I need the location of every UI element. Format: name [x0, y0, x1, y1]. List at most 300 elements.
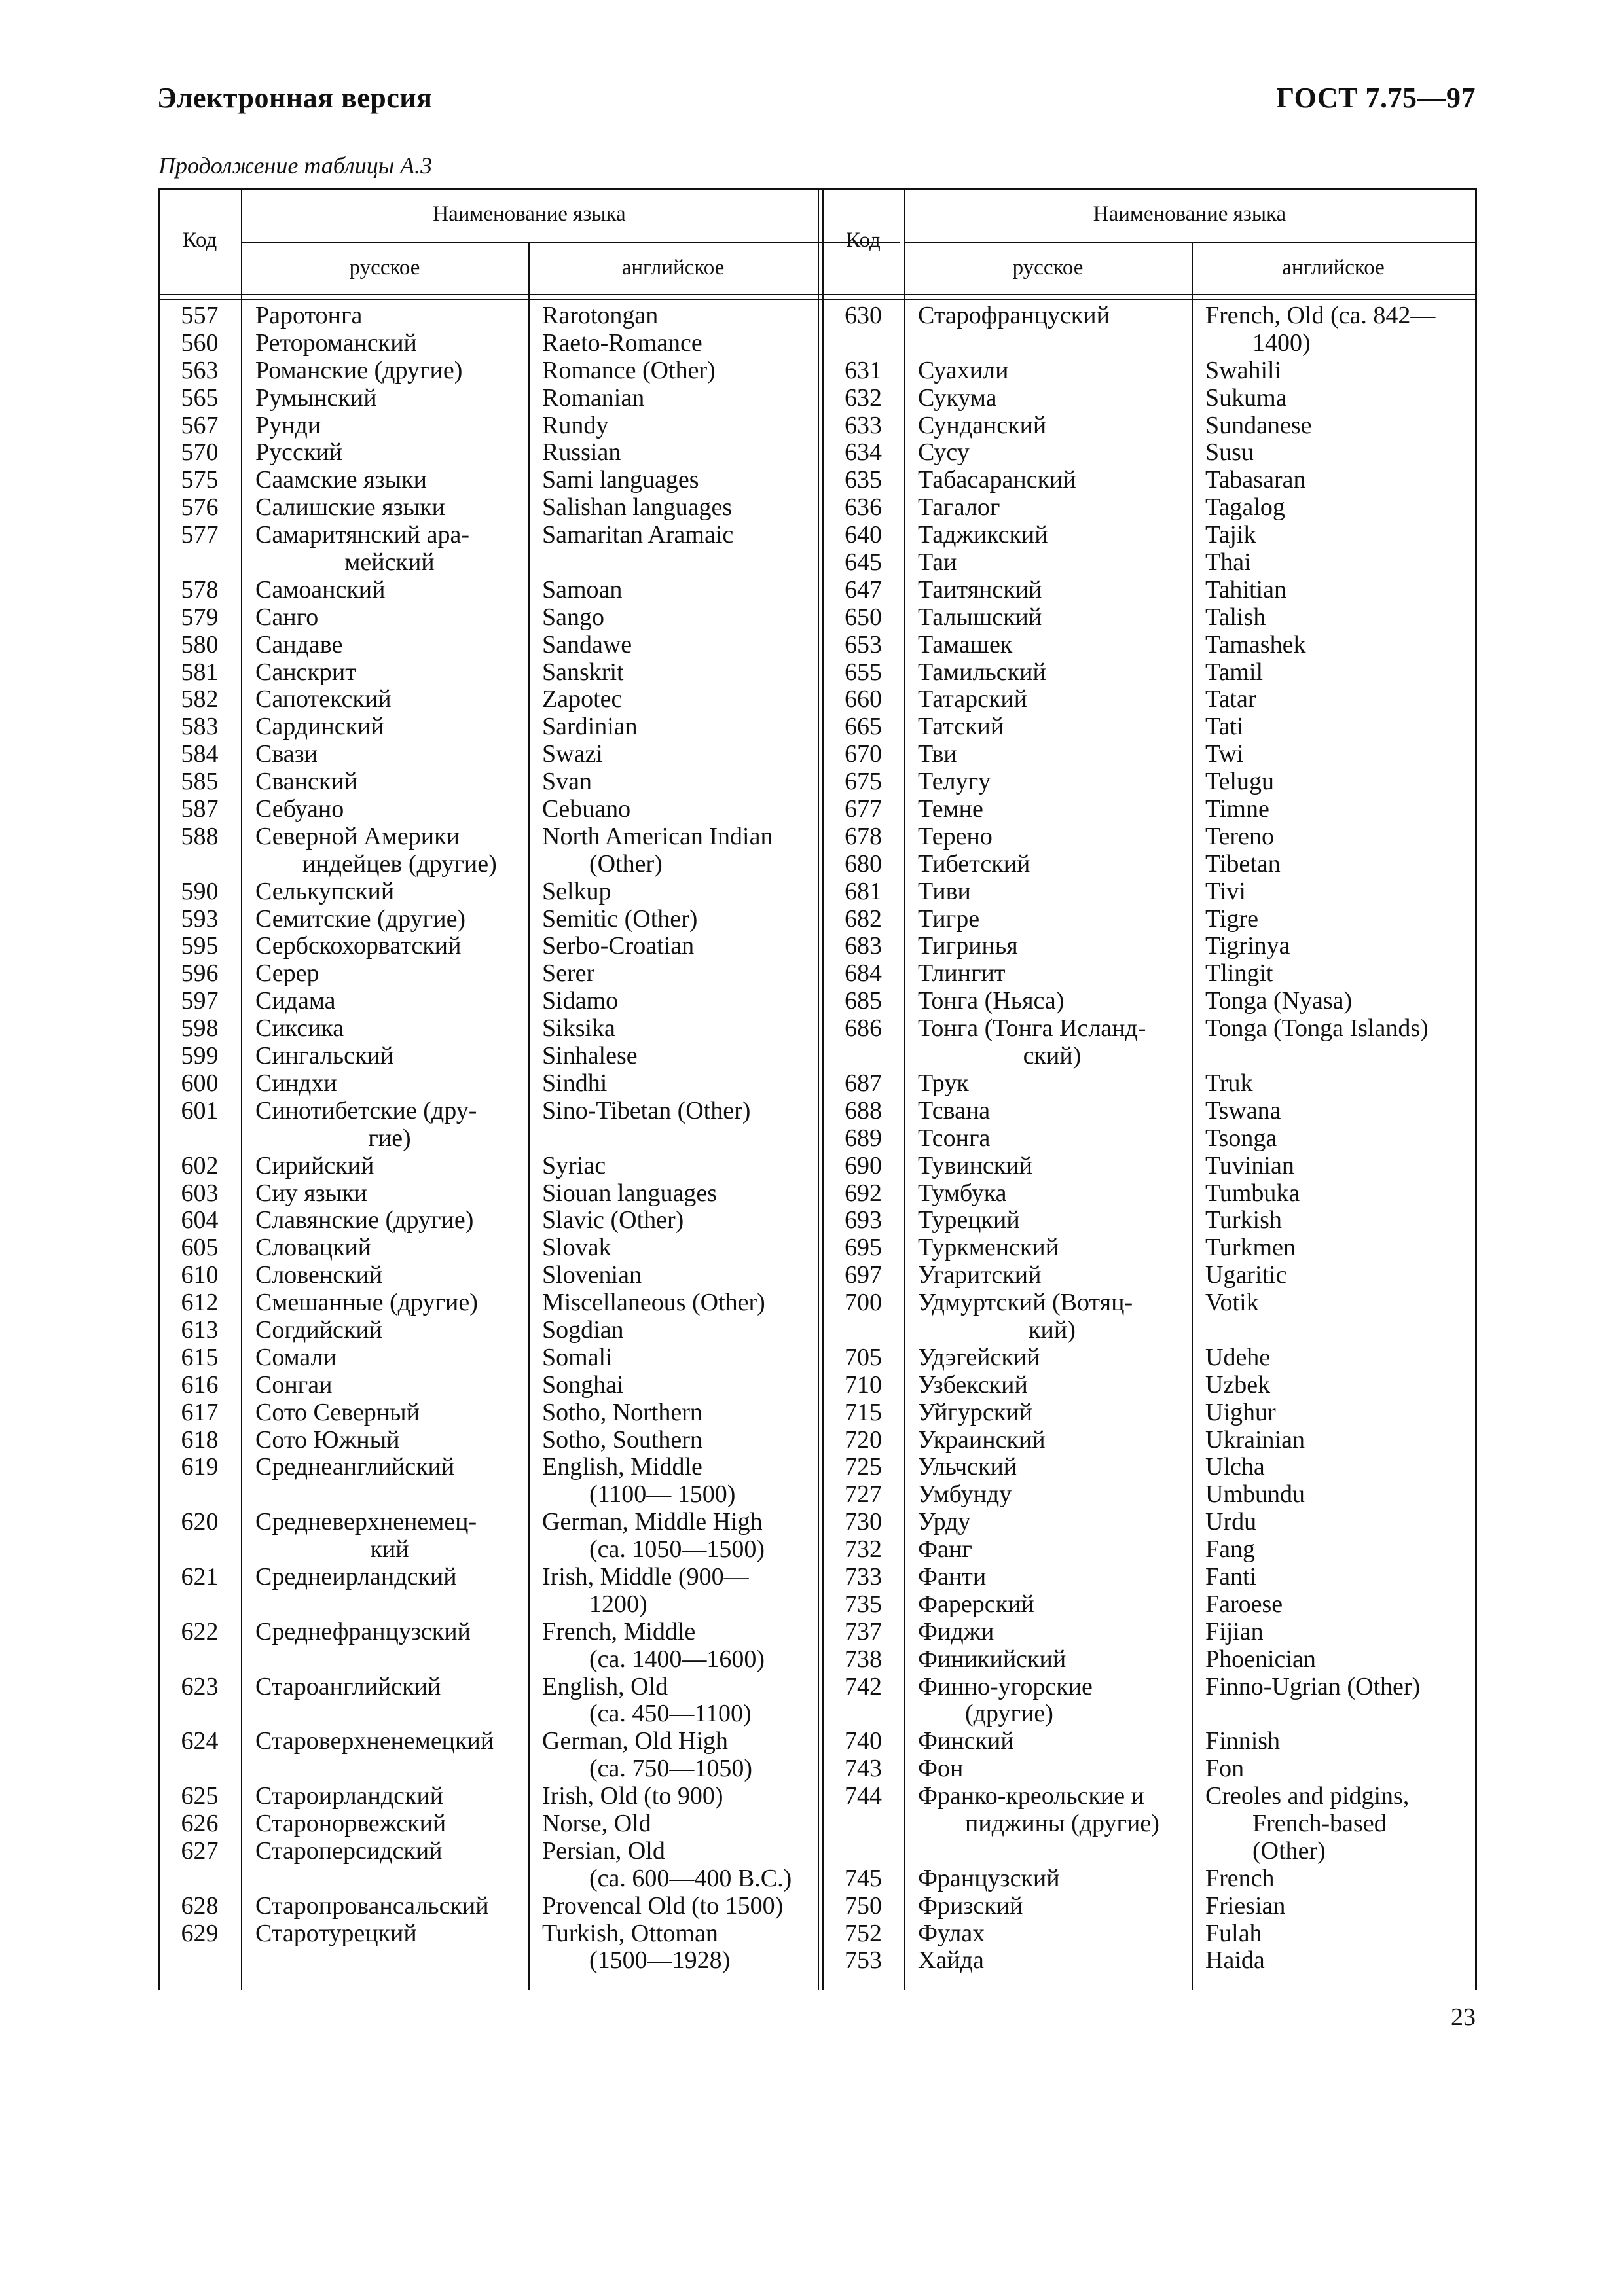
table-cell-english-name: Sango — [542, 603, 604, 631]
table-cell-russian-name: Тви — [918, 740, 957, 768]
table-cell-code: 681 — [845, 877, 882, 905]
table-cell-code: 653 — [845, 630, 882, 658]
table-cell-code: 599 — [181, 1042, 219, 1070]
table-cell-russian-name: Раротонга — [255, 302, 363, 329]
table-cell-english-name: (ca. 1050—1500) — [589, 1535, 765, 1564]
table-cell-russian-name: Словацкий — [255, 1234, 372, 1262]
table-cell-russian-name: Французский — [918, 1864, 1060, 1892]
table-cell-code — [158, 1755, 241, 1783]
table-cell-english-name: Somali — [542, 1343, 613, 1371]
table-cell-english-name: (Other) — [1252, 1837, 1326, 1865]
table-cell-english-name: Irish, Old (to 900) — [542, 1782, 723, 1810]
table-cell-english-name: Raeto-Romance — [542, 329, 702, 357]
table-cell-english-name: Sinhalese — [542, 1042, 638, 1070]
table-cell-code: 685 — [845, 987, 882, 1015]
table-cell-english-name: Persian, Old — [542, 1837, 665, 1865]
table-cell-code — [822, 1317, 904, 1344]
table-cell-english-name: English, Old — [542, 1672, 668, 1700]
table-cell-english-name: Slovak — [542, 1234, 611, 1262]
table-cell-english-name: Serer — [542, 960, 595, 988]
table-cell-english-name: Tuvinian — [1205, 1151, 1294, 1179]
table-cell-english-name: Ugaritic — [1205, 1261, 1287, 1289]
table-cell-code: 624 — [181, 1727, 219, 1755]
table-cell-code: 678 — [845, 822, 882, 850]
table-cell-russian-name: Удэгейский — [918, 1343, 1040, 1371]
table-cell-russian-name: Самаритянский ара- — [255, 521, 470, 549]
table-cell-code: 630 — [845, 302, 882, 329]
table-cell-english-name — [1205, 1317, 1475, 1344]
table-cell-code: 710 — [845, 1371, 882, 1399]
table-cell-russian-name: Сардинский — [255, 713, 384, 741]
table-cell-russian-name: кий) — [1029, 1316, 1076, 1344]
table-cell-english-name: Ukrainian — [1205, 1426, 1305, 1454]
table-cell-code: 690 — [845, 1151, 882, 1179]
table-cell-code: 655 — [845, 658, 882, 686]
table-cell-english-name: Miscellaneous (Other) — [542, 1289, 765, 1317]
table-cell-english-name: English, Middle — [542, 1453, 702, 1481]
table-cell-english-name: Fanti — [1205, 1562, 1257, 1590]
table-cell-russian-name: Украинский — [918, 1426, 1046, 1454]
table-cell-english-name: Romanian — [542, 384, 645, 412]
header-russian-right: русское — [1012, 256, 1084, 279]
table-cell-english-name: (Other) — [589, 850, 663, 878]
table-cell-russian-name: Фанг — [918, 1535, 972, 1564]
table-cell-english-name: Phoenician — [1205, 1645, 1316, 1673]
table-cell-russian-name: Старотурецкий — [255, 1919, 417, 1947]
table-cell-russian-name: Санскрит — [255, 658, 356, 686]
table-cell-code: 625 — [181, 1782, 219, 1810]
table-cell-russian-name: Тсвана — [918, 1096, 991, 1124]
table-cell-russian-name: Синдхи — [255, 1069, 337, 1097]
table-cell-english-name: German, Middle High — [542, 1508, 763, 1536]
table-cell-english-name: Rundy — [542, 411, 609, 439]
table-cell-code: 730 — [845, 1508, 882, 1536]
table-cell-english-name: Uighur — [1205, 1398, 1276, 1426]
table-cell-code: 727 — [845, 1480, 882, 1509]
table-cell-english-name: Selkup — [542, 877, 611, 905]
table-cell-code: 602 — [181, 1151, 219, 1179]
header-code-right: Код — [846, 228, 881, 252]
table-cell-english-name: Sogdian — [542, 1316, 624, 1344]
table-cell-code: 684 — [845, 960, 882, 988]
table-cell-english-name: (1500—1928) — [589, 1946, 731, 1975]
table-cell-code: 629 — [181, 1919, 219, 1947]
table-cell-english-name: Salishan languages — [542, 493, 733, 522]
table-cell-code: 615 — [181, 1343, 219, 1371]
table-cell-code: 742 — [845, 1672, 882, 1700]
table-cell-english-name: Tabasaran — [1205, 466, 1306, 494]
ru-en-rule-left — [528, 242, 530, 1990]
document-header-left: Электронная версия — [157, 82, 433, 114]
table-cell-english-name: Telugu — [1205, 768, 1274, 796]
table-cell-english-name: French-based — [1252, 1809, 1387, 1837]
table-cell-code: 576 — [181, 493, 219, 522]
center-rule-a — [818, 188, 819, 1990]
header-mid-rule-right — [904, 242, 1477, 243]
table-cell-russian-name — [255, 1947, 524, 1975]
table-cell-russian-name: Таи — [918, 548, 957, 577]
table-cell-russian-name: Талышский — [918, 603, 1042, 631]
table-cell-russian-name: Самоанский — [255, 575, 386, 603]
table-cell-russian-name: Старонорвежский — [255, 1809, 447, 1837]
table-cell-russian-name: Романские (другие) — [255, 356, 463, 384]
table-cell-russian-name: Среднеанглийский — [255, 1453, 455, 1481]
header-code-left: Код — [182, 228, 217, 252]
table-cell-russian-name: Сото Северный — [255, 1398, 420, 1426]
table-cell-russian-name: Сапотекский — [255, 685, 392, 713]
table-cell-russian-name: Ульчский — [918, 1453, 1017, 1481]
header-mid-rule-left — [241, 242, 900, 243]
table-cell-russian-name: мейский — [344, 548, 435, 577]
table-cell-russian-name: Урду — [918, 1508, 971, 1536]
table-cell-russian-name — [255, 1700, 524, 1728]
right-english-column — [1205, 302, 1475, 1975]
table-cell-english-name: Sino-Tibetan (Other) — [542, 1096, 751, 1124]
table-cell-russian-name: Темне — [918, 795, 983, 823]
table-cell-code: 581 — [181, 658, 219, 686]
table-cell-russian-name: пиджины (другие) — [965, 1809, 1159, 1837]
table-cell-code: 688 — [845, 1096, 882, 1124]
left-russian-column — [255, 302, 524, 1975]
table-cell-russian-name: Тибетский — [918, 850, 1030, 878]
table-cell-russian-name: Ретороманский — [255, 329, 417, 357]
table-cell-russian-name: Турецкий — [918, 1206, 1020, 1234]
table-cell-english-name: Talish — [1205, 603, 1266, 631]
table-cell-russian-name: Румынский — [255, 384, 377, 412]
table-cell-russian-name: Сусу — [918, 439, 970, 467]
table-cell-english-name: Sanskrit — [542, 658, 624, 686]
table-cell-russian-name: Хайда — [918, 1946, 984, 1975]
table-cell-english-name: Romance (Other) — [542, 356, 716, 384]
table-cell-code — [158, 1947, 241, 1975]
table-cell-russian-name: Тигре — [918, 905, 980, 933]
table-cell-english-name: Fijian — [1205, 1617, 1264, 1645]
header-language-name-right: Наименование языка — [1093, 202, 1286, 226]
table-cell-english-name — [1205, 1043, 1475, 1070]
document-header-right: ГОСТ 7.75—97 — [1276, 82, 1476, 114]
table-cell-russian-name: Фризский — [918, 1892, 1023, 1920]
table-cell-code: 645 — [845, 548, 882, 577]
table-cell-russian-name: Синотибетские (дру- — [255, 1096, 477, 1124]
table-cell-russian-name: Санго — [255, 603, 319, 631]
table-cell-russian-name: Сомали — [255, 1343, 337, 1371]
table-cell-code: 689 — [845, 1124, 882, 1152]
table-cell-english-name: Tati — [1205, 713, 1244, 741]
table-cell-russian-name: Финно-угорские — [918, 1672, 1093, 1700]
table-cell-english-name: Siksika — [542, 1014, 615, 1043]
table-cell-russian-name: Таджикский — [918, 521, 1048, 549]
table-cell-english-name: Sidamo — [542, 987, 619, 1015]
table-cell-code: 740 — [845, 1727, 882, 1755]
table-cell-code: 732 — [845, 1535, 882, 1564]
table-cell-english-name: (ca. 750—1050) — [589, 1755, 753, 1783]
table-cell-code: 744 — [845, 1782, 882, 1810]
table-cell-russian-name: Среднеирландский — [255, 1562, 457, 1590]
table-cell-english-name: Tamashek — [1205, 630, 1306, 658]
table-cell-english-name: Thai — [1205, 548, 1251, 577]
table-cell-code: 617 — [181, 1398, 219, 1426]
table-cell-english-name: Ulcha — [1205, 1453, 1265, 1481]
table-cell-russian-name: Фанти — [918, 1562, 987, 1590]
table-cell-russian-name: Тагалог — [918, 493, 1000, 522]
table-cell-russian-name: Трук — [918, 1069, 969, 1097]
table-cell-english-name: Tatar — [1205, 685, 1256, 713]
table-cell-code: 580 — [181, 630, 219, 658]
table-cell-russian-name: Туркменский — [918, 1234, 1059, 1262]
header-english-right: английское — [1282, 256, 1385, 279]
table-cell-english-name: Semitic (Other) — [542, 905, 698, 933]
table-cell-russian-name: Средневерхненемец- — [255, 1508, 477, 1536]
table-cell-code: 584 — [181, 740, 219, 768]
table-cell-code: 695 — [845, 1234, 882, 1262]
table-cell-code: 621 — [181, 1562, 219, 1590]
table-caption: Продолжение таблицы А.3 — [158, 152, 433, 179]
table-cell-code: 682 — [845, 905, 882, 933]
table-cell-english-name: French, Old (ca. 842— — [1205, 302, 1436, 329]
table-cell-code: 577 — [181, 521, 219, 549]
table-cell-russian-name: Угаритский — [918, 1261, 1042, 1289]
table-cell-english-name: Haida — [1205, 1946, 1265, 1975]
table-cell-english-name: Siouan languages — [542, 1179, 718, 1207]
table-cell-english-name: Uzbek — [1205, 1371, 1271, 1399]
table-cell-english-name: Tivi — [1205, 877, 1246, 905]
table-cell-code: 578 — [181, 575, 219, 603]
table-cell-code: 725 — [845, 1453, 882, 1481]
table-cell-english-name: Turkish, Ottoman — [542, 1919, 718, 1947]
table-cell-code: 595 — [181, 932, 219, 960]
table-cell-russian-name: Себуано — [255, 795, 344, 823]
table-cell-english-name: Tigre — [1205, 905, 1258, 933]
table-cell-russian-name: Тонга (Ньяса) — [918, 987, 1065, 1015]
code-column-rule-left — [241, 188, 242, 1990]
table-cell-code: 738 — [845, 1645, 882, 1673]
table-cell-russian-name — [255, 1591, 524, 1619]
table-cell-russian-name: Сванский — [255, 768, 357, 796]
table-cell-code: 670 — [845, 740, 882, 768]
table-cell-english-name: Tigrinya — [1205, 932, 1290, 960]
table-cell-russian-name — [255, 1865, 524, 1893]
table-cell-russian-name: (другие) — [965, 1700, 1053, 1728]
table-cell-code: 750 — [845, 1892, 882, 1920]
table-cell-english-name: Swahili — [1205, 356, 1282, 384]
table-cell-english-name: 1200) — [589, 1590, 647, 1618]
header-russian-left: русское — [349, 256, 420, 279]
right-code-column — [822, 302, 904, 1975]
table-cell-code: 585 — [181, 768, 219, 796]
table-cell-code — [158, 851, 241, 878]
table-cell-english-name: Provencal Old (to 1500) — [542, 1892, 784, 1920]
table-cell-english-name: Tsonga — [1205, 1124, 1277, 1152]
table-cell-russian-name: Русский — [255, 439, 342, 467]
table-cell-code: 583 — [181, 713, 219, 741]
table-cell-english-name: Tibetan — [1205, 850, 1281, 878]
table-cell-code: 700 — [845, 1289, 882, 1317]
table-cell-code: 579 — [181, 603, 219, 631]
table-cell-english-name: Sotho, Northern — [542, 1398, 702, 1426]
table-cell-russian-name: Тиви — [918, 877, 971, 905]
table-cell-code: 605 — [181, 1234, 219, 1262]
table-cell-code: 737 — [845, 1617, 882, 1645]
table-cell-russian-name: Староперсидский — [255, 1837, 443, 1865]
table-cell-code — [158, 1481, 241, 1509]
table-cell-english-name: Susu — [1205, 439, 1254, 467]
table-cell-russian-name: гие) — [368, 1124, 411, 1152]
table-cell-russian-name: Славянские (другие) — [255, 1206, 474, 1234]
table-cell-english-name: Sundanese — [1205, 411, 1312, 439]
table-cell-code: 647 — [845, 575, 882, 603]
table-cell-russian-name: Саамские языки — [255, 466, 427, 494]
table-cell-code: 563 — [181, 356, 219, 384]
table-cell-russian-name: Северной Америки — [255, 822, 460, 850]
table-cell-russian-name: Фулах — [918, 1919, 985, 1947]
table-cell-russian-name: Серер — [255, 960, 319, 988]
table-cell-english-name — [1205, 1700, 1475, 1728]
table-cell-russian-name: Староанглийский — [255, 1672, 441, 1700]
table-cell-code: 634 — [845, 439, 882, 467]
table-cell-russian-name: Сандаве — [255, 630, 343, 658]
table-cell-russian-name: Татский — [918, 713, 1004, 741]
table-cell-english-name: Swazi — [542, 740, 603, 768]
table-cell-russian-name: Тонга (Тонга Исланд- — [918, 1014, 1146, 1043]
table-cell-code: 705 — [845, 1343, 882, 1371]
table-cell-english-name: Tagalog — [1205, 493, 1285, 522]
table-cell-english-name: German, Old High — [542, 1727, 728, 1755]
code-column-rule-right — [904, 188, 905, 1990]
table-cell-code: 650 — [845, 603, 882, 631]
table-cell-russian-name: Сунданский — [918, 411, 1047, 439]
table-cell-russian-name: Свази — [255, 740, 318, 768]
table-cell-english-name: Irish, Middle (900— — [542, 1562, 749, 1590]
table-cell-code: 640 — [845, 521, 882, 549]
table-cell-russian-name: Сото Южный — [255, 1426, 400, 1454]
table-cell-code — [158, 1591, 241, 1619]
table-cell-code: 596 — [181, 960, 219, 988]
table-cell-russian-name: Удмуртский (Вотяц- — [918, 1289, 1133, 1317]
table-cell-code: 735 — [845, 1590, 882, 1618]
table-cell-english-name: Turkish — [1205, 1206, 1282, 1234]
table-cell-russian-name: Фарерский — [918, 1590, 1034, 1618]
table-cell-code — [158, 1536, 241, 1564]
table-cell-code: 613 — [181, 1316, 219, 1344]
table-cell-code — [158, 549, 241, 577]
table-cell-russian-name: Тамильский — [918, 658, 1046, 686]
table-cell-code: 665 — [845, 713, 882, 741]
table-cell-code: 603 — [181, 1179, 219, 1207]
table-cell-english-name: French, Middle — [542, 1617, 696, 1645]
table-cell-russian-name: ский) — [1023, 1042, 1082, 1070]
table-cell-russian-name: Умбунду — [918, 1480, 1012, 1509]
table-cell-russian-name: Табасаранский — [918, 466, 1076, 494]
table-cell-english-name: Russian — [542, 439, 621, 467]
table-cell-russian-name: Согдийский — [255, 1316, 383, 1344]
table-cell-code: 565 — [181, 384, 219, 412]
table-cell-english-name: (1100— 1500) — [589, 1480, 736, 1509]
left-english-column — [542, 302, 817, 1975]
table-cell-code: 616 — [181, 1371, 219, 1399]
table-cell-code — [158, 1700, 241, 1728]
table-cell-russian-name: Сингальский — [255, 1042, 394, 1070]
table-cell-russian-name: Сиу языки — [255, 1179, 367, 1207]
table-cell-code — [822, 1838, 904, 1865]
table-cell-code: 632 — [845, 384, 882, 412]
table-cell-code: 557 — [181, 302, 219, 329]
table-cell-english-name: North American Indian — [542, 822, 773, 850]
table-cell-code: 622 — [181, 1617, 219, 1645]
table-cell-russian-name: Староверхненемецкий — [255, 1727, 494, 1755]
table-cell-english-name: Cebuano — [542, 795, 631, 823]
table-cell-english-name: Tumbuka — [1205, 1179, 1300, 1207]
table-cell-russian-name: Сирийский — [255, 1151, 374, 1179]
table-cell-russian-name — [918, 330, 1186, 357]
table-cell-english-name: Sindhi — [542, 1069, 608, 1097]
table-cell-code — [822, 1810, 904, 1838]
table-cell-english-name: Umbundu — [1205, 1480, 1305, 1509]
table-cell-code — [158, 1646, 241, 1674]
table-cell-code: 560 — [181, 329, 219, 357]
table-cell-russian-name — [918, 1838, 1186, 1865]
table-cell-russian-name: Сиксика — [255, 1014, 344, 1043]
table-cell-code: 660 — [845, 685, 882, 713]
table-cell-code: 619 — [181, 1453, 219, 1481]
table-cell-code: 686 — [845, 1014, 882, 1043]
table-cell-code: 720 — [845, 1426, 882, 1454]
table-cell-code: 693 — [845, 1206, 882, 1234]
table-cell-english-name: Fang — [1205, 1535, 1255, 1564]
table-cell-code — [822, 1700, 904, 1728]
table-cell-russian-name: Старофранцуский — [918, 302, 1110, 329]
table-right-rule — [1475, 188, 1477, 1990]
table-cell-russian-name: Среднефранцузский — [255, 1617, 471, 1645]
table-cell-russian-name: Суахили — [918, 356, 1009, 384]
table-cell-english-name: Sotho, Southern — [542, 1426, 702, 1454]
table-cell-russian-name — [255, 1755, 524, 1783]
header-language-name-left: Наименование языка — [433, 202, 626, 226]
table-cell-english-name: Tereno — [1205, 822, 1274, 850]
table-cell-code: 635 — [845, 466, 882, 494]
table-cell-russian-name: Тигринья — [918, 932, 1018, 960]
table-cell-english-name: Tamil — [1205, 658, 1264, 686]
table-cell-code: 675 — [845, 768, 882, 796]
table-cell-code: 627 — [181, 1837, 219, 1865]
table-cell-english-name: Tlingit — [1205, 960, 1273, 988]
table-cell-russian-name — [255, 1481, 524, 1509]
table-cell-russian-name: Финский — [918, 1727, 1014, 1755]
table-cell-code: 687 — [845, 1069, 882, 1097]
table-cell-english-name: Tonga (Tonga Islands) — [1205, 1014, 1429, 1043]
table-cell-english-name: Friesian — [1205, 1892, 1286, 1920]
left-code-column — [158, 302, 241, 1975]
table-cell-russian-name: Тлингит — [918, 960, 1006, 988]
table-cell-english-name: Songhai — [542, 1371, 624, 1399]
table-cell-russian-name: Узбекский — [918, 1371, 1028, 1399]
table-cell-code: 604 — [181, 1206, 219, 1234]
table-cell-russian-name: Тувинский — [918, 1151, 1032, 1179]
table-cell-english-name: Samaritan Aramaic — [542, 521, 734, 549]
table-cell-russian-name: Татарский — [918, 685, 1028, 713]
table-cell-code: 733 — [845, 1562, 882, 1590]
table-cell-english-name: Sandawe — [542, 630, 632, 658]
table-cell-english-name: Fon — [1205, 1755, 1245, 1783]
page-number: 23 — [1451, 2003, 1476, 2031]
right-russian-column — [918, 302, 1186, 1975]
table-cell-code: 715 — [845, 1398, 882, 1426]
table-cell-russian-name: Таитянский — [918, 575, 1042, 603]
table-cell-english-name: Votik — [1205, 1289, 1259, 1317]
table-cell-russian-name: Словенский — [255, 1261, 383, 1289]
table-cell-english-name: Finnish — [1205, 1727, 1281, 1755]
table-cell-code: 575 — [181, 466, 219, 494]
table-cell-russian-name: Телугу — [918, 768, 991, 796]
